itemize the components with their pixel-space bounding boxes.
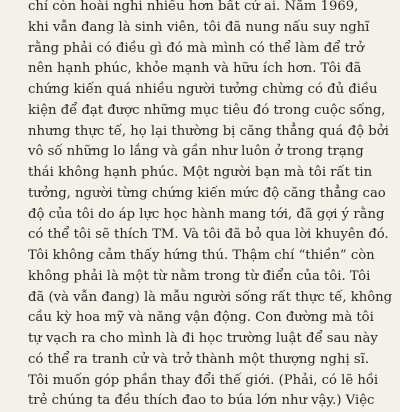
text-line-19: Tôi muốn góp phần thay đổi thế giới. (Phải, có lẽ hồi [28, 372, 379, 388]
text-line-4: nên hạnh phúc, khỏe mạnh và hữu ích hơn. Tôi đã [28, 61, 362, 77]
text-line-5: chứng kiến quá nhiều người tưởng chừng có đủ điều [28, 82, 378, 97]
text-line-11: độ của tôi do áp lực học hành mang tới, đã gợi ý rằng [28, 206, 385, 222]
text-line-17: tự vạch ra cho mình là đi học trường luật để sau này [28, 331, 378, 346]
text-line-12: có thể tôi sẽ thích TM. Và tôi đã bỏ qua lời khuyên đó. [28, 227, 389, 243]
text-line-9: thái không hạnh phúc. Một người bạn mà tôi rất tin [28, 165, 373, 180]
text-line-3: rằng phải có điều gì đó mà mình có thể làm để trở [28, 40, 365, 56]
body-text [28, 0, 398, 412]
text-line-6: kiện để đạt được những mục tiêu đó trong cuộc sống, [28, 102, 386, 118]
text-line-14: không phải là một từ nằm trong từ điển của tôi. Tôi [28, 268, 371, 284]
text-line-8: vô số những lo lắng và gần như luôn ở trong trạng [28, 144, 364, 160]
text-line-18: có thể ra tranh cử và trở thành một thượng nghị sĩ. [28, 351, 370, 367]
text-line-7: nhưng thực tế, họ lại thường bị căng thẳng quá độ bởi [28, 123, 389, 139]
text-line-16: cầu kỳ hoa mỹ và năng vận động. Con đường mà tôi [28, 310, 374, 326]
text-line-13: Tôi không cảm thấy hứng thú. Thậm chí “thiền” còn [28, 248, 375, 263]
text-line-20: trẻ chúng ta đều thích đao to búa lớn như vậy.) Việc [28, 393, 375, 409]
text-line-15: đã (và vẫn đang) là mẫu người sống rất thực tế, không [28, 289, 393, 305]
text-line-1: chí còn hoài nghi nhiều hơn bất cứ ai. Năm 1969, [28, 0, 359, 14]
text-line-10: tưởng, người từng chứng kiến mức độ căng thẳng cao [28, 185, 386, 201]
text-line-2: khi vẫn đang là sinh viên, tôi đã nung nấu suy nghĩ [28, 19, 370, 35]
